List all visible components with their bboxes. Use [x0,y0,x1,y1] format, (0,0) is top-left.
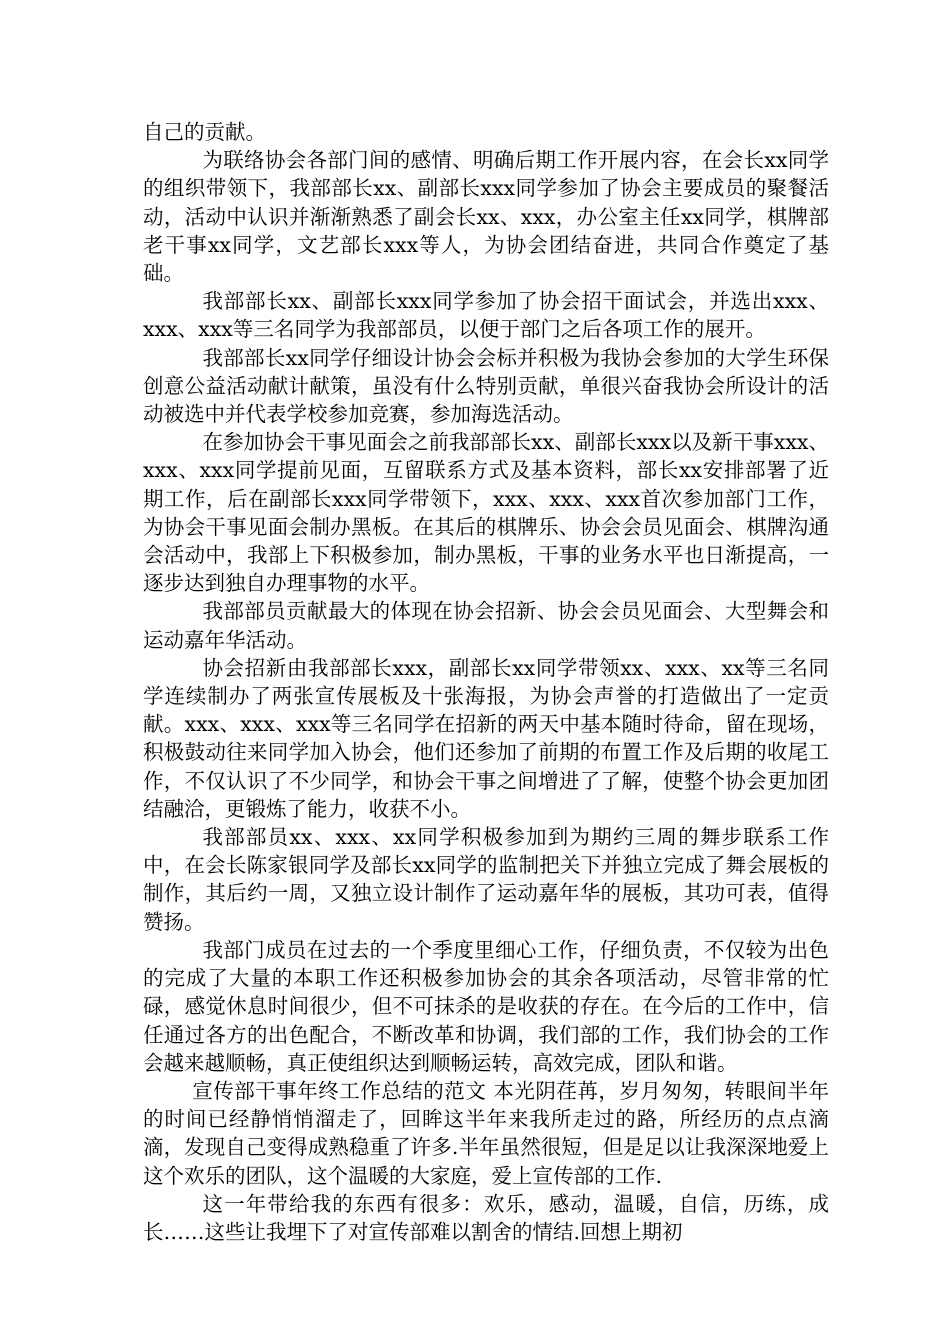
paragraph-10: 宣传部干事年终工作总结的范文 本光阴荏苒，岁月匆匆，转眼间半年的时间已经静悄悄溜走了，回眸这半年来我所走过的路，所经历的点点滴滴，发现自己变得成熟稳重了许多.半年虽然很短，但是足以让我深深地爱上这个欢乐的团队，这个温暖的大家庭，爱上宣传部的工作. [143,1078,829,1188]
paragraph-5: 在参加协会干事见面会之前我部部长xx、副部长xxx以及新干事xxx、xxx、xxx同学提前见面，互留联系方式及基本资料，部长xx安排部署了近期工作，后在副部长xxx同学带领下，xxx、xxx、xxx首次参加部门工作，为协会干事见面会制办黑板。在其后的棋牌乐、协会会员见面会、棋牌沟通会活动中，我部上下积极参加，制办黑板，干事的业务水平也日渐提高，一逐步达到独自办理事物的水平。 [143,430,829,596]
document-body [143,118,829,1246]
paragraph-3: 我部部长xx、副部长xxx同学参加了协会招干面试会，并选出xxx、xxx、xxx等三名同学为我部部员，以便于部门之后各项工作的展开。 [143,289,829,342]
paragraph-1: 自己的贡献。 [143,120,266,144]
paragraph-4: 我部部长xx同学仔细设计协会会标并积极为我协会参加的大学生环保创意公益活动献计献策，虽没有什么特别贡献，单很兴奋我协会所设计的活动被选中并代表学校参加竞赛，参加海选活动。 [143,345,829,427]
paragraph-7: 协会招新由我部部长xxx，副部长xx同学带领xx、xxx、xx等三名同学连续制办了两张宣传展板及十张海报，为协会声誉的打造做出了一定贡献。xxx、xxx、xxx等三名同学在招新的两天中基本随时待命，留在现场，积极鼓动往来同学加入协会，他们还参加了前期的布置工作及后期的收尾工作，不仅认识了不少同学，和协会干事之间增进了了解，使整个协会更加团结融洽，更锻炼了能力，收获不小。 [143,655,829,821]
paragraph-9: 我部门成员在过去的一个季度里细心工作，仔细负责，不仅较为出色的完成了大量的本职工作还积极参加协会的其余各项活动，尽管非常的忙碌，感觉休息时间很少，但不可抹杀的是收获的存在。在今后的工作中，信任通过各方的出色配合，不断改革和协调，我们部的工作，我们协会的工作会越来越顺畅，真正使组织达到顺畅运转，高效完成，团队和谐。 [143,937,829,1075]
paragraph-8: 我部部员xx、xxx、xx同学积极参加到为期约三周的舞步联系工作中，在会长陈家银同学及部长xx同学的监制把关下并独立完成了舞会展板的制作，其后约一周，又独立设计制作了运动嘉年华的展板，其功可表，值得赞扬。 [143,825,829,934]
paragraph-6: 我部部员贡献最大的体现在协会招新、协会会员见面会、大型舞会和运动嘉年华活动。 [143,599,829,652]
paragraph-2: 为联络协会各部门间的感情、明确后期工作开展内容，在会长xx同学的组织带领下，我部部长xx、副部长xxx同学参加了协会主要成员的聚餐活动，活动中认识并渐渐熟悉了副会长xx、xxx，办公室主任xx同学，棋牌部老干事xx同学，文艺部长xxx等人，为协会团结奋进，共同合作奠定了基础。 [143,148,829,286]
paragraph-11: 这一年带给我的东西有很多：欢乐，感动，温暖，自信，历练，成长……这些让我埋下了对宣传部难以割舍的情结.回想上期初 [143,1191,829,1244]
